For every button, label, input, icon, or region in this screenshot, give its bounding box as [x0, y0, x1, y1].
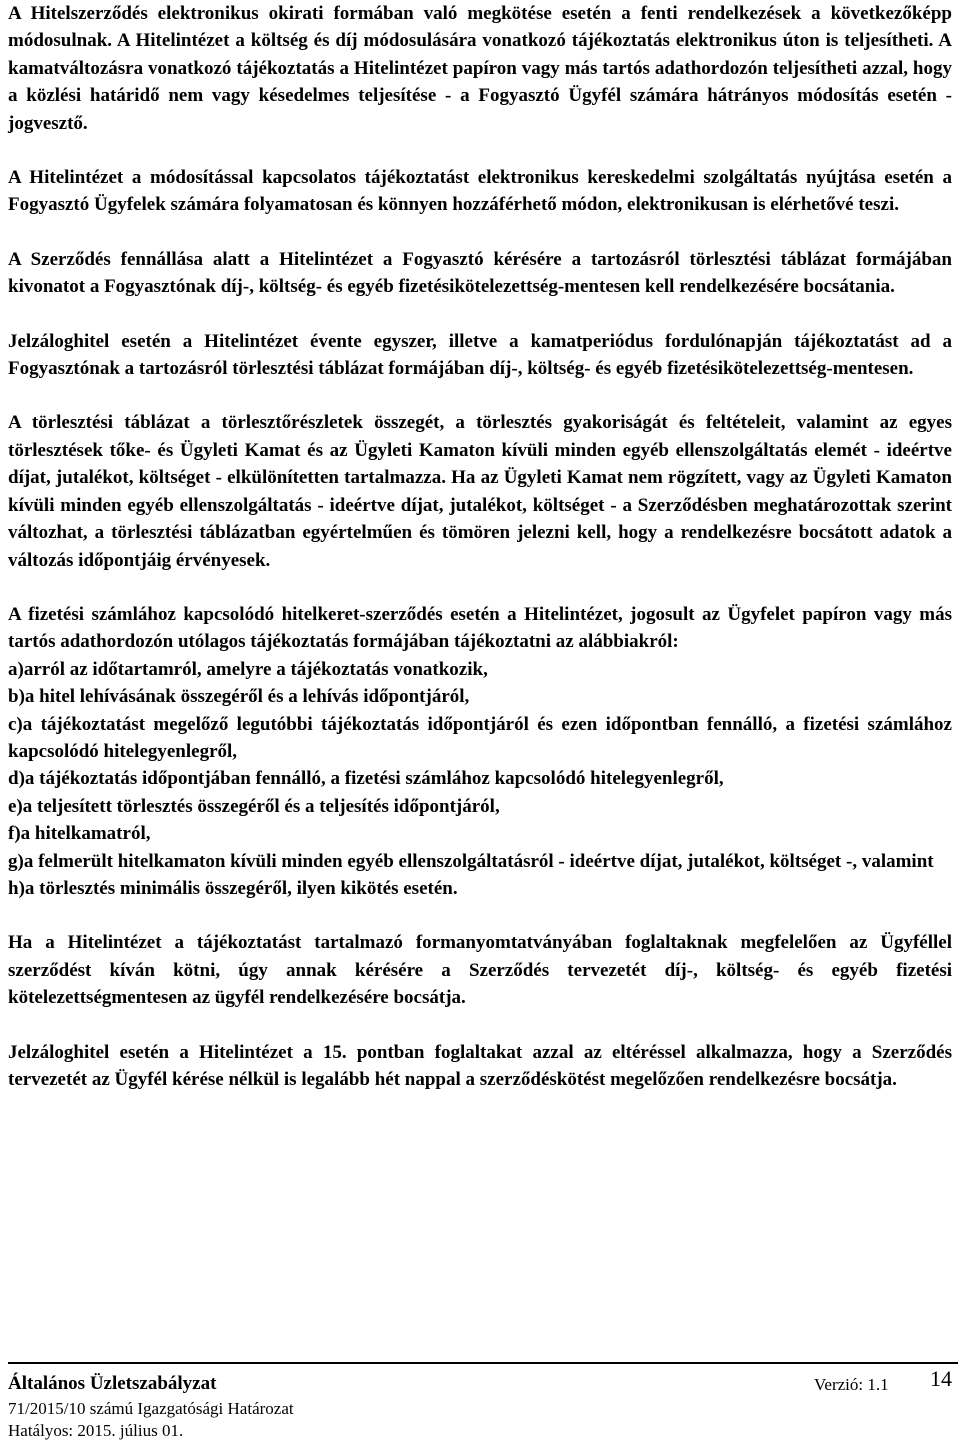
list-item: f)a hitelkamatról, — [8, 823, 151, 845]
list-item: a)arról az időtartamról, amelyre a tájékoztatás vonatkozik, — [8, 658, 488, 680]
list-item: g)a felmerült hitelkamaton kívüli minden egyéb ellenszolgáltatásról - ideértve díjat, jutalékot, költséget -, valamint — [8, 850, 934, 872]
list-item: b)a hitel lehívásának összegéről és a lehívás időpontjáról, — [8, 686, 470, 708]
footer-version: Verzió: 1.1 — [814, 1375, 889, 1394]
list-item: d)a tájékoztatás időpontjában fennálló, a fizetési számlához kapcsolódó hitelegyenlegről, — [8, 768, 724, 790]
footer-decision: 71/2015/10 számú Igazgatósági Határozat — [8, 1399, 294, 1418]
footer-effective-date: Hatályos: 2015. július 01. — [8, 1421, 184, 1440]
paragraph-contract-draft: Ha a Hitelintézet a tájékoztatást tartalmazó formanyomtatványában foglaltaknak megfelelően az Ügyféllel szerződést kíván kötni, úgy annak kérésére a Szerződés tervezetét díj-, költség- és egyéb fizetési kötelezettségmentesen az ügyfél rendelkezésére bocsátja. — [8, 932, 952, 1009]
paragraph-repayment-table: A törlesztési táblázat a törlesztőrészletek összegét, a törlesztés gyakoriságát és feltételeit, valamint az egyes törlesztések tőke- és Ügyleti Kamat és az Ügyleti Kamaton kívüli minden egyéb ellenszolgáltatás elemét - ideértve díjat, jutalékot, költséget - elkülönítetten tartalmazza. Ha az Ügyleti Kamat nem rögzített, vagy az Ügyleti Kamaton kívüli minden egyéb ellenszolgáltatás - ideértve díjat, jutalékot, költséget - a Szerződésben meghatározottak szerint változhat, a törlesztési táblázatban egyértelműen és tömören jelezni kell, hogy a rendelkezésre bocsátott adatok a változás időpontjáig érvényesek. — [8, 412, 952, 571]
footer-title: Általános Üzletszabályzat — [8, 1373, 217, 1394]
paragraph-electronic-contract: A Hitelszerződés elektronikus okirati formában való megkötése esetén a fenti rendelkezések a következőképp módosulnak. A Hitelintézet a költség és díj módosulására vonatkozó tájékoztatás elektronikus úton is teljesítheti. A kamatváltozásra vonatkozó tájékoztatás a Hitelintézet papíron vagy más tartós adathordozón teljesítheti azzal, hogy a közlési határidő nem vagy késedelmes teljesítése - a Fogyasztó Ügyfél számára hátrányos módosítás esetén - jogvesztő. — [8, 3, 952, 134]
paragraph-mortgage-annual: Jelzáloghitel esetén a Hitelintézet évente egyszer, illetve a kamatperiódus fordulónapján tájékoztatást ad a Fogyasztónak a tartozásról törlesztési táblázat formájában díj-, költség- és egyéb fizetésikötelezettség-mentesen. — [8, 330, 952, 380]
paragraph-online-availability: A Hitelintézet a módosítással kapcsolatos tájékoztatást elektronikus kereskedelmi szolgáltatás nyújtása esetén a Fogyasztó Ügyfelek számára folyamatosan és könnyen hozzáférhető módon, elektronikusan is elérhetővé teszi. — [8, 167, 952, 216]
paragraph-mortgage-draft: Jelzáloghitel esetén a Hitelintézet a 15. pontban foglaltakat azzal az eltéréssel alkalmazza, hogy a Szerződés tervezetét az Ügyfél kérése nélkül is legalább hét nappal a szerződéskötést megelőzően rendelkezésre bocsátja. — [8, 1041, 952, 1090]
list-item: h)a törlesztés minimális összegéről, ilyen kikötés esetén. — [8, 877, 458, 899]
list-item: e)a teljesített törlesztés összegéről és a teljesítés időpontjáról, — [8, 795, 500, 817]
list-item: c)a tájékoztatást megelőző legutóbbi tájékoztatás időpontjáról és ezen időpontban fennálló, a fizetési számlához kapcsolódó hitelegyenlegről, — [8, 713, 952, 762]
document-body — [8, 0, 952, 1120]
page-footer — [8, 1362, 958, 1442]
credit-line-intro: A fizetési számlához kapcsolódó hitelkeret-szerződés esetén a Hitelintézet, jogosult az Ügyfelet papíron vagy más tartós adathordozón utólagos tájékoztatás formájában tájékoztatni az alábbiakról: — [8, 603, 952, 653]
paragraph-credit-line — [8, 601, 952, 902]
page-number: 14 — [930, 1366, 952, 1391]
paragraph-repayment-statement: A Szerződés fennállása alatt a Hitelintézet a Fogyasztó kérésére a tartozásról törlesztési táblázat formájában kivonatot a Fogyasztónak díj-, költség- és egyéb fizetésikötelezettség-mentesen kell rendelkezésére bocsátania. — [8, 248, 952, 298]
footer-divider — [8, 1362, 958, 1364]
